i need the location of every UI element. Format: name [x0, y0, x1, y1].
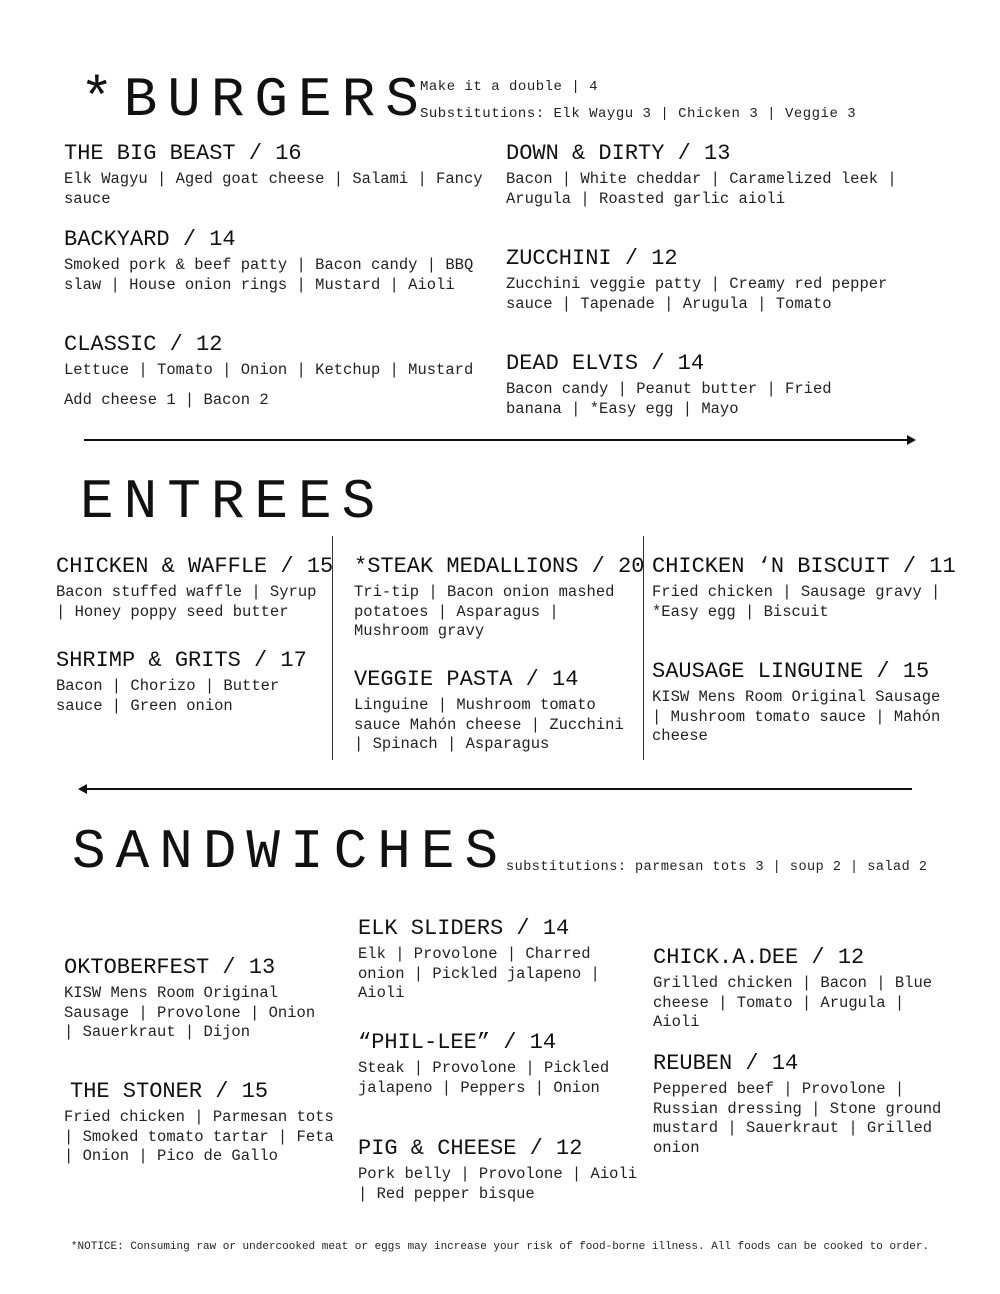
menu-item-sausage-linguine	[652, 659, 952, 747]
menu-item-chicken-n-biscuit	[652, 554, 956, 622]
item-name: PIG & CHEESE / 12	[358, 1136, 583, 1161]
menu-item-shrimp-and-grits	[56, 648, 326, 716]
item-description: Bacon candy | Peanut butter | Fried banana | *Easy egg | Mayo	[506, 380, 832, 418]
item-name: CHICKEN & WAFFLE / 15	[56, 554, 334, 579]
substitutions-note: Substitutions: Elk Waygu 3 | Chicken 3 | Veggie 3	[420, 105, 857, 122]
item-description: Bacon | White cheddar | Caramelized leek | Arugula | Roasted garlic aioli	[506, 170, 897, 208]
menu-item-the-big-beast	[64, 141, 494, 209]
item-description: Pork belly | Provolone | Aioli | Red pepper bisque	[358, 1165, 638, 1203]
item-name: BACKYARD / 14	[64, 227, 236, 252]
menu-item-dead-elvis	[506, 351, 886, 419]
menu-item-pig-and-cheese	[358, 1136, 643, 1204]
item-name: CHICK.A.DEE / 12	[653, 945, 865, 970]
sandwiches-heading: SANDWICHES	[72, 820, 509, 884]
menu-item-veggie-pasta	[354, 667, 639, 755]
menu-item-oktoberfest	[64, 955, 329, 1043]
item-name: DEAD ELVIS / 14	[506, 351, 705, 376]
menu-item-zucchini	[506, 246, 926, 314]
item-name: THE STONER / 15	[70, 1079, 269, 1104]
item-name: ZUCCHINI / 12	[506, 246, 678, 271]
item-description: Zucchini veggie patty | Creamy red pepper sauce | Tapenade | Arugula | Tomato	[506, 275, 888, 313]
item-description: Tri-tip | Bacon onion mashed potatoes | Asparagus | Mushroom gravy	[354, 583, 615, 641]
item-description: Peppered beef | Provolone | Russian dressing | Stone ground mustard | Sauerkraut | Grilled onion	[653, 1080, 942, 1157]
burgers-heading: *BURGERS	[80, 68, 429, 132]
menu-item-chicken-and-waffle	[56, 554, 334, 622]
item-name: DOWN & DIRTY / 13	[506, 141, 731, 166]
item-description: Smoked pork & beef patty | Bacon candy | BBQ slaw | House onion rings | Mustard | Aioli	[64, 256, 474, 294]
item-description: Grilled chicken | Bacon | Blue cheese | Tomato | Arugula | Aioli	[653, 974, 933, 1032]
menu-item-steak-medallions	[354, 554, 645, 642]
item-description: Linguine | Mushroom tomato sauce Mahón cheese | Zucchini | Spinach | Asparagus	[354, 696, 624, 754]
item-description: Bacon stuffed waffle | Syrup | Honey poppy seed butter	[56, 583, 317, 621]
menu-item-backyard	[64, 227, 494, 295]
menu-item-down-and-dirty	[506, 141, 946, 209]
item-description: Steak | Provolone | Pickled jalapeno | Peppers | Onion	[358, 1059, 610, 1097]
item-name: CLASSIC / 12	[64, 332, 223, 357]
menu-item-chick-a-dee	[653, 945, 943, 1033]
menu-item-classic	[64, 332, 494, 410]
item-description: Elk Wagyu | Aged goat cheese | Salami | Fancy sauce	[64, 170, 483, 208]
food-safety-notice: *NOTICE: Consuming raw or undercooked meat or eggs may increase your risk of food-borne illness. All foods can be cooked to order.	[70, 1241, 930, 1253]
item-description: KISW Mens Room Original Sausage | Provolone | Onion | Sauerkraut | Dijon	[64, 984, 316, 1042]
menu-item-the-stoner	[64, 1079, 339, 1167]
menu-item-reuben	[653, 1051, 943, 1158]
item-description: Fried chicken | Parmesan tots | Smoked tomato tartar | Feta | Onion | Pico de Gallo	[64, 1108, 334, 1166]
item-description: Fried chicken | Sausage gravy | *Easy egg | Biscuit	[652, 583, 941, 621]
item-description: Lettuce | Tomato | Onion | Ketchup | Mustard	[64, 361, 474, 380]
item-name: THE BIG BEAST / 16	[64, 141, 302, 166]
item-name: VEGGIE PASTA / 14	[354, 667, 579, 692]
section-divider	[84, 439, 914, 441]
item-description: Elk | Provolone | Charred onion | Pickled jalapeno | Aioli	[358, 945, 600, 1003]
item-name: SAUSAGE LINGUINE / 15	[652, 659, 930, 684]
item-addon: Add cheese 1 | Bacon 2	[64, 390, 269, 409]
double-note: Make it a double | 4	[420, 79, 599, 95]
entrees-heading: ENTREES	[80, 470, 386, 534]
item-name: OKTOBERFEST / 13	[64, 955, 276, 980]
item-name: “PHIL-LEE” / 14	[358, 1030, 557, 1055]
item-name: ELK SLIDERS / 14	[358, 916, 570, 941]
menu-item-phil-lee	[358, 1030, 628, 1098]
item-description: Bacon | Chorizo | Butter sauce | Green onion	[56, 677, 280, 715]
menu-item-elk-sliders	[358, 916, 643, 1004]
item-name: CHICKEN ‘N BISCUIT / 11	[652, 554, 956, 579]
item-name: REUBEN / 14	[653, 1051, 799, 1076]
sandwiches-substitutions-note: substitutions: parmesan tots 3 | soup 2 | salad 2	[506, 860, 928, 875]
item-description: KISW Mens Room Original Sausage | Mushroom tomato sauce | Mahón cheese	[652, 688, 941, 746]
item-name: SHRIMP & GRITS / 17	[56, 648, 307, 673]
item-name: *STEAK MEDALLIONS / 20	[354, 554, 645, 579]
burgers-notes	[420, 74, 856, 127]
section-divider	[80, 788, 912, 790]
